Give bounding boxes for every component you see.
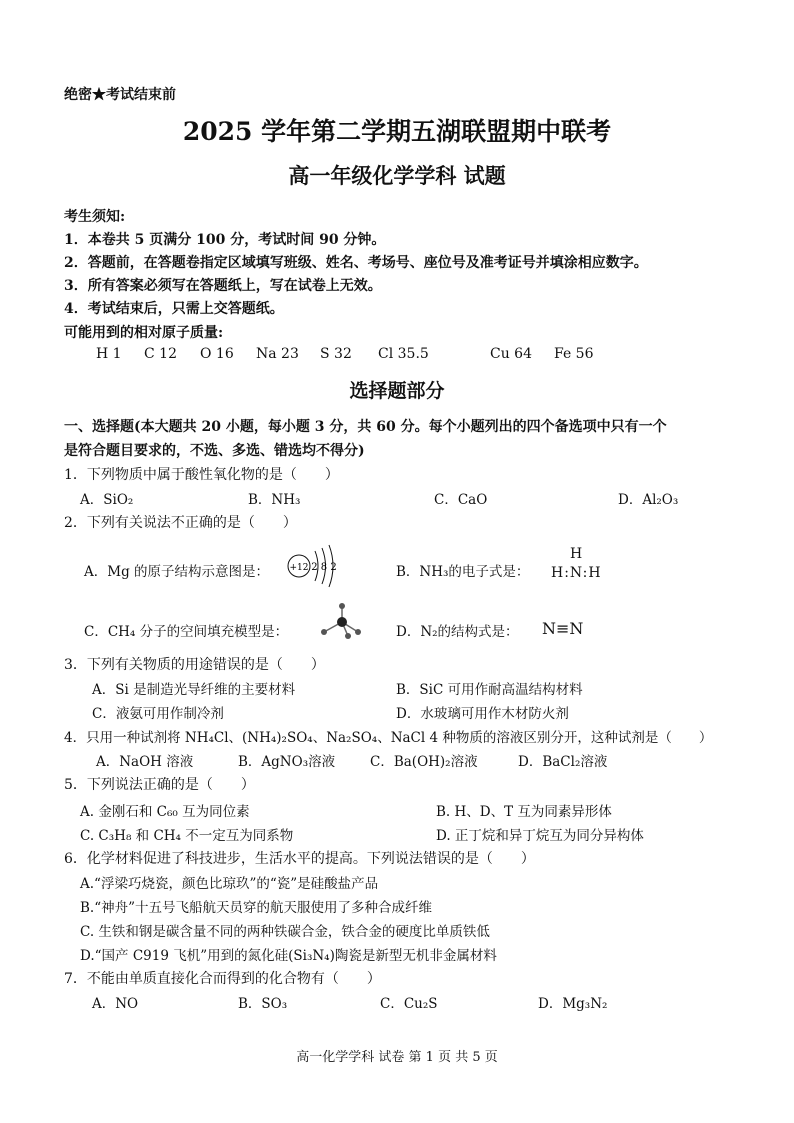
- q4-option-b: B．AgNO₃溶液: [238, 754, 336, 770]
- mass-o: O 16: [200, 346, 234, 362]
- q6-stem: 6．化学材料促进了科技进步，生活水平的提高。下列说法错误的是（ ）: [64, 851, 535, 867]
- q7-stem: 7．不能由单质直接化合而得到的化合物有（ ）: [64, 971, 381, 987]
- q2-stem: 2．下列有关说法不正确的是（ ）: [64, 515, 297, 531]
- q1-option-d: D．Al₂O₃: [618, 492, 679, 508]
- mass-fe: Fe 56: [554, 346, 594, 362]
- q7-option-b: B．SO₃: [238, 996, 288, 1012]
- exam-subtitle: 高一年级化学学科 试题: [288, 163, 506, 188]
- q3-stem: 3．下列有关物质的用途错误的是（ ）: [64, 657, 325, 673]
- q7-option-d: D．Mg₃N₂: [538, 996, 608, 1012]
- h-atom: [339, 603, 345, 609]
- notice-item-3: 3．所有答案必须写在答题纸上，写在试卷上无效。: [64, 278, 382, 294]
- q6-option-b: B.“神舟”十五号飞船航天员穿的航天服使用了多种合成纤维: [80, 900, 433, 916]
- c-atom: [337, 617, 347, 627]
- q2-option-d: D．N₂的结构式是：: [396, 624, 519, 640]
- q6-option-a: A.“浮梁巧烧瓷，颜色比琼玖”的“瓷”是硅酸盐产品: [80, 876, 379, 892]
- q3-option-a: A．Si 是制造光导纤维的主要材料: [92, 682, 296, 698]
- section-title: 选择题部分: [349, 380, 445, 402]
- q4-option-a: A．NaOH 溶液: [96, 754, 194, 770]
- q3-option-b: B．SiC 可用作耐高温结构材料: [396, 682, 583, 698]
- q6-option-d: D.“国产 C919 飞机”用到的氮化硅(Si₃N₄)陶瓷是新型无机非金属材料: [80, 948, 497, 964]
- ch4-space-filling-model: [318, 602, 364, 640]
- q3-option-c: C．液氨可用作制冷剂: [92, 706, 224, 722]
- mass-c: C 12: [144, 346, 177, 362]
- q4-option-d: D．BaCl₂溶液: [518, 754, 608, 770]
- mass-h: H 1: [96, 346, 122, 362]
- h-atom: [321, 629, 327, 635]
- exam-title: 2025 学年第二学期五湖联盟期中联考: [182, 117, 612, 146]
- part-intro-line1: 一、选择题(本大题共 20 小题，每小题 3 分，共 60 分。每个小题列出的四个备选项中只有一个: [64, 419, 667, 435]
- notice-heading: 考生须知:: [64, 209, 126, 225]
- q1-option-b: B．NH₃: [248, 492, 301, 508]
- q5-option-d: D. 正丁烷和异丁烷互为同分异构体: [436, 828, 644, 844]
- q2-option-c: C．CH₄ 分子的空间填充模型是：: [84, 624, 289, 640]
- q2-option-b: B．NH₃的电子式是：: [396, 564, 530, 580]
- page-footer: 高一化学学科 试卷 第 1 页 共 5 页: [296, 1050, 498, 1065]
- nh3-electron-top-h: H: [570, 546, 583, 562]
- h-atom: [345, 633, 351, 639]
- q7-option-a: A．NO: [92, 996, 139, 1012]
- mass-na: Na 23: [256, 346, 299, 362]
- notice-item-2: 2．答题前，在答题卷指定区域填写班级、姓名、考场号、座位号及准考证号并填涂相应数字。: [64, 255, 648, 271]
- q5-option-b: B. H、D、T 互为同素异形体: [436, 804, 612, 820]
- mass-cu: Cu 64: [490, 346, 532, 362]
- electron-counts: 2 8 2: [311, 562, 337, 573]
- q1-stem: 1．下列物质中属于酸性氧化物的是（ ）: [64, 467, 339, 483]
- q4-stem: 4．只用一种试剂将 NH₄Cl、(NH₄)₂SO₄、Na₂SO₄、NaCl 4 种物质的溶液区别分开，这种试剂是（ ）: [64, 730, 713, 746]
- q5-option-a: A. 金刚石和 C₆₀ 互为同位素: [80, 804, 250, 820]
- notice-item-1: 1．本卷共 5 页满分 100 分，考试时间 90 分钟。: [64, 232, 386, 248]
- mass-s: S 32: [320, 346, 352, 362]
- n2-structural-formula: N≡N: [542, 619, 584, 638]
- h-atom: [355, 629, 361, 635]
- q5-stem: 5．下列说法正确的是（ ）: [64, 777, 255, 793]
- atomic-mass-heading: 可能用到的相对原子质量:: [64, 325, 224, 341]
- nh3-electron-formula: H:N:H: [551, 565, 602, 581]
- mass-cl: Cl 35.5: [378, 346, 429, 362]
- q2-option-a: A．Mg 的原子结构示意图是：: [84, 564, 270, 580]
- q1-option-a: A．SiO₂: [80, 492, 134, 508]
- confidential-label: 绝密★考试结束前: [64, 87, 176, 103]
- nucleus-charge: +12: [289, 563, 309, 573]
- notice-item-4: 4．考试结束后，只需上交答题纸。: [64, 301, 284, 317]
- q7-option-c: C．Cu₂S: [380, 996, 438, 1012]
- q6-option-c: C. 生铁和钢是碳含量不同的两种铁碳合金，铁合金的硬度比单质铁低: [80, 924, 490, 940]
- q5-option-c: C. C₃H₈ 和 CH₄ 不一定互为同系物: [80, 828, 294, 844]
- q3-option-d: D．水玻璃可用作木材防火剂: [396, 706, 569, 722]
- q4-option-c: C．Ba(OH)₂溶液: [370, 754, 478, 770]
- q1-option-c: C．CaO: [434, 492, 488, 508]
- part-intro-line2: 是符合题目要求的，不选、多选、错选均不得分): [64, 443, 365, 459]
- mg-atomic-structure-diagram: [285, 541, 347, 591]
